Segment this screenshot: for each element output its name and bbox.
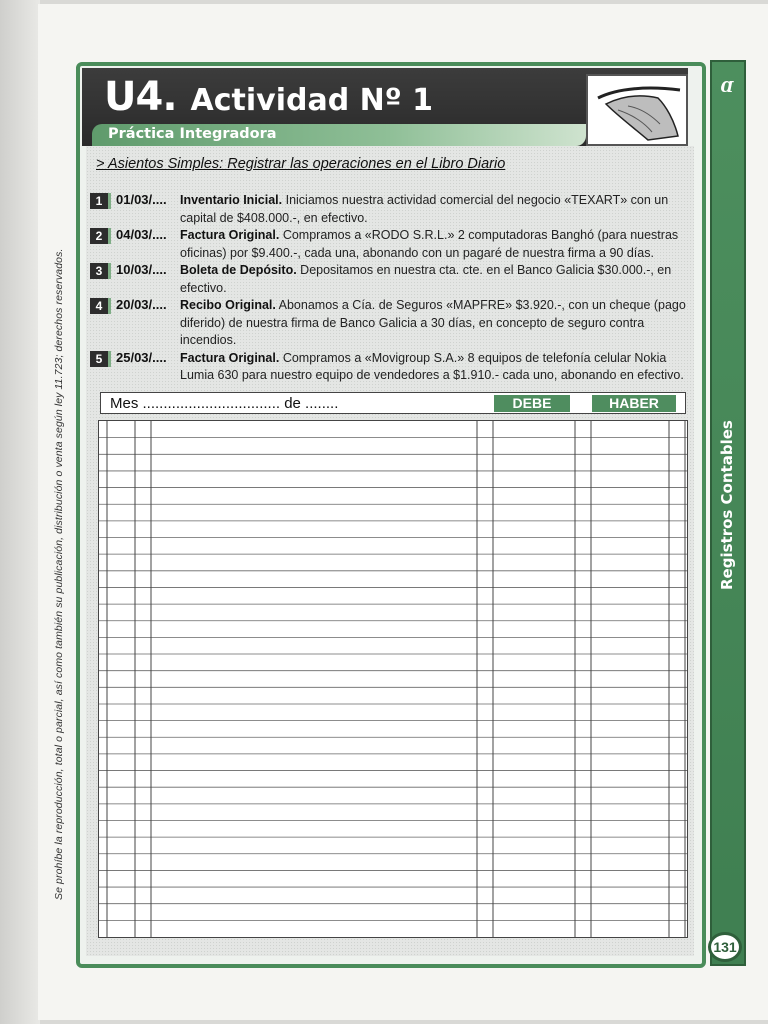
journal-ledger-table: [98, 420, 688, 938]
entry-description: Iniciamos nuestra actividad comercial del negocio «TEXART» con un capital de $408.000.-, en efectivo.: [180, 193, 669, 225]
mes-label: Mes ................................. de ........: [110, 395, 339, 412]
chapter-icon: Ɑ: [720, 78, 734, 96]
entry-description: Compramos a «Movigroup S.A.» 8 equipos de telefonía celular Nokia Lumia 630 para nuestro equipo de vendedores a $1.910.- cada uno, abonando en efectivo.: [180, 350, 684, 382]
entry-number: 3: [90, 263, 111, 279]
copyright-note: Se prohíbe la reproducción, total o parcial, así como también su publicación, distribución o venta según ley 11.723; derechos reservados.: [53, 248, 65, 900]
entry-title: Factura Original.: [180, 350, 280, 365]
entry-description: Depositamos en nuestra cta. cte. en el Banco Galicia $30.000.-, en efectivo.: [180, 263, 672, 295]
entry-title: Recibo Original.: [180, 298, 276, 312]
hand-writing-icon: [586, 74, 688, 146]
section-heading: > Asientos Simples: Registrar las operaciones en el Libro Diario: [96, 156, 506, 172]
entry-date: 20/03/....: [116, 297, 167, 312]
entry-title: Factura Original.: [180, 228, 280, 242]
entry-item: [90, 262, 686, 297]
haber-column-header: HABER: [592, 395, 676, 412]
entry-title: Inventario Inicial.: [180, 193, 283, 207]
page-number: 131: [708, 932, 742, 962]
entry-description: Compramos a «RODO S.R.L.» 2 computadoras Banghó (para nuestras oficinas) por $9.400.-, cada una, abonando con un pagaré de nuestra firma a 90 días.: [180, 228, 679, 260]
entry-number: 5: [90, 351, 111, 367]
entry-text: [180, 297, 686, 350]
entry-item: [90, 350, 686, 385]
debe-column-header: DEBE: [494, 395, 570, 412]
entry-date: 01/03/....: [116, 192, 167, 207]
page-title: [104, 74, 433, 120]
subtitle: Práctica Integradora: [108, 126, 277, 142]
page-gutter: [0, 0, 40, 1024]
entry-date: 10/03/....: [116, 262, 167, 277]
entry-item: [90, 227, 686, 262]
entry-text: [180, 227, 686, 262]
entry-date: 04/03/....: [116, 227, 167, 242]
entry-text: [180, 262, 686, 297]
entry-text: [180, 350, 686, 385]
entry-number: 1: [90, 193, 111, 209]
entry-item: [90, 297, 686, 350]
activity-title: Actividad Nº 1: [190, 83, 433, 118]
entry-item: [90, 192, 686, 227]
entry-number: 4: [90, 298, 111, 314]
entry-text: [180, 192, 686, 227]
entry-title: Boleta de Depósito.: [180, 263, 297, 277]
entry-date: 25/03/....: [116, 349, 167, 365]
chapter-label: Registros Contables: [718, 420, 736, 590]
entries-list: [90, 192, 686, 385]
entry-description: Abonamos a Cía. de Seguros «MAPFRE» $3.920.-, con un cheque (pago diferido) de nuestra firma de Banco Galicia a 30 días, en concepto de seguro contra incendios.: [180, 298, 686, 347]
ledger-grid: [99, 421, 687, 937]
entry-number: 2: [90, 228, 111, 244]
unit-number: U4.: [104, 74, 177, 120]
